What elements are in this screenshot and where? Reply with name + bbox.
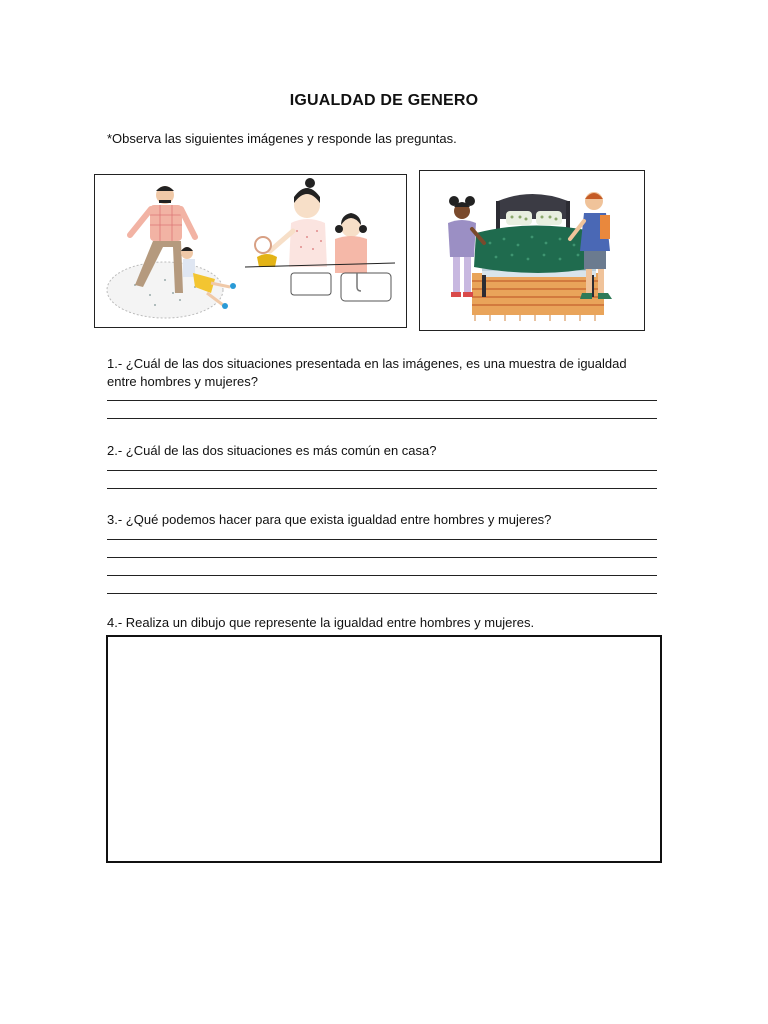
answer-line[interactable] xyxy=(107,400,657,401)
children-making-bed-illustration xyxy=(420,171,644,330)
drawing-area[interactable] xyxy=(106,635,662,863)
answer-line[interactable] xyxy=(107,593,657,594)
family-playing-and-washing-illustration xyxy=(95,175,406,327)
page-title: IGUALDAD DE GENERO xyxy=(289,92,479,109)
answer-line[interactable] xyxy=(107,539,657,540)
answer-line[interactable] xyxy=(107,575,657,576)
answer-line[interactable] xyxy=(107,488,657,489)
answer-line[interactable] xyxy=(107,470,657,471)
instruction-text: *Observa las siguientes imágenes y responde las preguntas. xyxy=(107,131,457,146)
question-4: 4.- Realiza un dibujo que represente la igualdad entre hombres y mujeres. xyxy=(107,615,535,630)
question-1: 1.- ¿Cuál de las dos situaciones presentada en las imágenes, es una muestra de igualdad entre hombres y mujeres? xyxy=(107,356,627,389)
answer-line[interactable] xyxy=(107,557,657,558)
family-illustration xyxy=(94,174,407,328)
answer-line[interactable] xyxy=(107,418,657,419)
question-3: 3.- ¿Qué podemos hacer para que exista igualdad entre hombres y mujeres? xyxy=(107,512,552,527)
question-2: 2.- ¿Cuál de las dos situaciones es más común en casa? xyxy=(107,443,437,458)
bed-illustration xyxy=(419,170,645,331)
